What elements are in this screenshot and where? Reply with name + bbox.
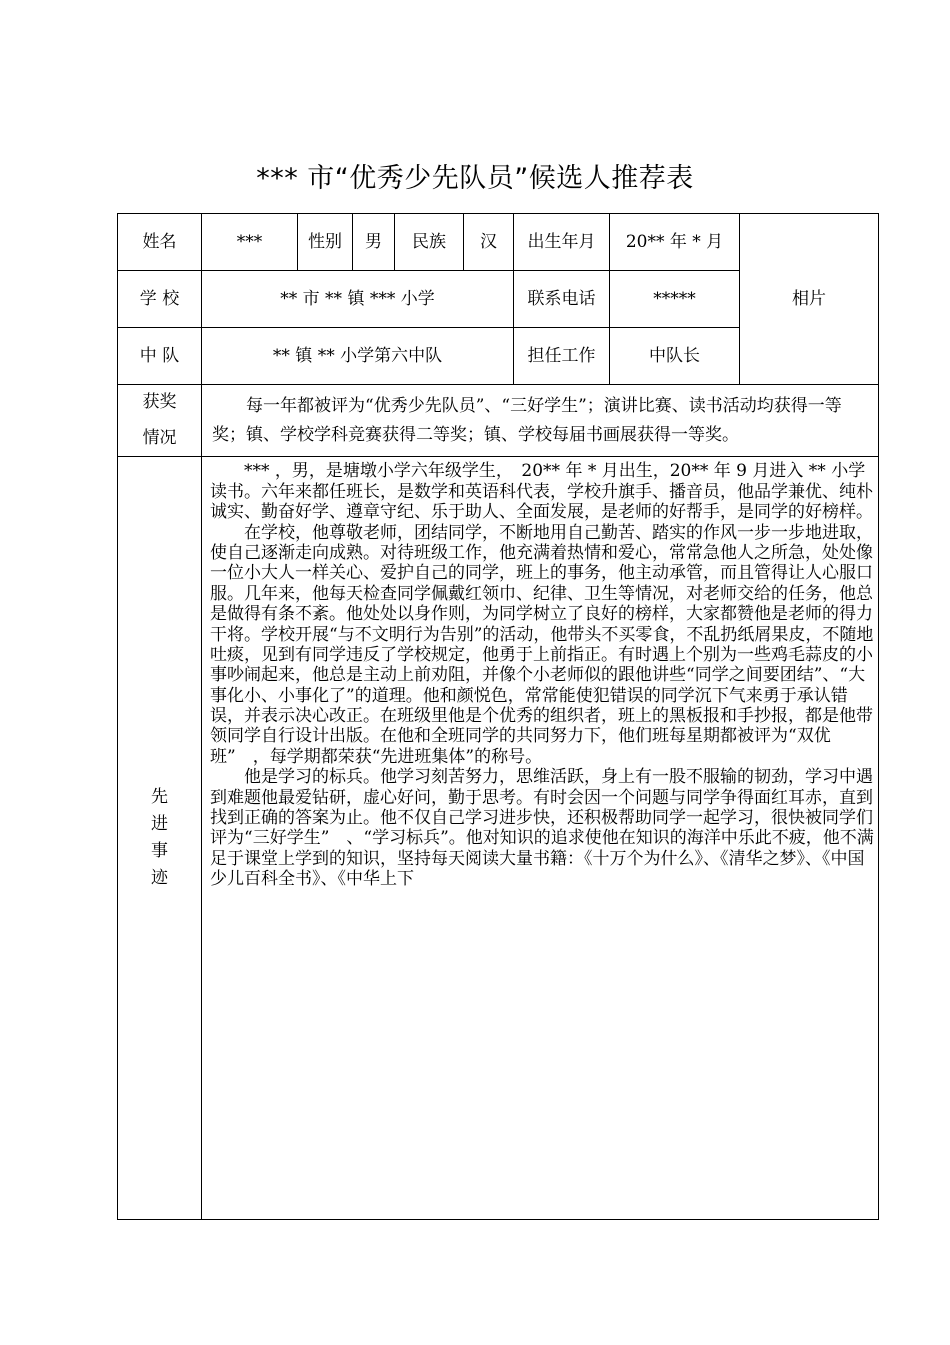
awards-label-line-1: 获奖 — [142, 392, 177, 412]
deeds-label-char: 进 — [151, 814, 168, 835]
duty-label: 担任工作 — [514, 328, 610, 385]
form-row-deeds — [118, 457, 879, 1220]
birth-label: 出生年月 — [514, 214, 610, 271]
awards-label — [118, 385, 202, 457]
school-value: ** 市 ** 镇 *** 小学 — [202, 271, 514, 328]
name-value: *** — [202, 214, 298, 271]
gender-label: 性别 — [298, 214, 353, 271]
photo-cell: 相片 — [740, 214, 879, 385]
deeds-label — [118, 457, 202, 1220]
page-title: *** 市“优秀少先队员”候选人推荐表 — [256, 163, 694, 194]
awards-paragraph: 每一年都被评为“优秀少先队员”、“三好学生”；演讲比赛、读书活动均获得一等奖；镇、学校学科竞赛获得二等奖；镇、学校每届书画展获得一等奖。 — [212, 395, 842, 445]
deeds-paragraph-3: 他是学习的标兵。他学习刻苦努力，思维活跃，身上有一股不服输的韧劲，学习中遇到难题他最爱钻研，虚心好问，勤于思考。有时会因一个问题与同学争得面红耳赤，直到找到正确的答案为止。他不仅自己学习进步快，还积极帮助同学一起学习，很快被同学们评为“三好学生” 、“学习标兵”。他对知识的追求使他在知识的海洋中乐此不疲，他不满足于课堂上学到的知识，坚持每天阅读大量书籍：《十万个为什么》、《清华之梦》、《中国少儿百科全书》、《中华上下 — [210, 767, 874, 890]
form-row-basic-info — [118, 214, 879, 271]
deeds-paragraph-2: 在学校，他尊敬老师，团结同学，不断地用自己勤苦、踏实的作风一步一步地进取，使自己逐渐走向成熟。对待班级工作，他充满着热情和爱心，常常急他人之所急，处处像一位小大人一样关心、爱护自己的同学，班上的事务，他主动承管，而且管得让人心服口服。几年来，他每天检查同学佩戴红领巾、纪律、卫生等情况，对老师交给的任务，他总是做得有条不紊。他处处以身作则，为同学树立了良好的榜样，大家都赞他是老师的得力干将。学校开展“与不文明行为告别”的活动，他带头不买零食，不乱扔纸屑果皮，不随地吐痰，见到有同学违反了学校规定，他勇于上前指正。有时遇上个别为一些鸡毛蒜皮的小事吵闹起来，他总是主动上前劝阻，并像个小老师似的跟他讲些“同学之间要团结”、“大事化小、小事化了”的道理。他和颜悦色，常常能使犯错误的同学沉下气来勇于承认错误，并表示决心改正。在班级里他是个优秀的组织者，班上的黑板报和手抄报，都是他带领同学自行设计出版。在他和全班同学的共同努力下，他们班每星期都被评为“双优班” ，每学期都荣获“先进班集体”的称号。 — [210, 522, 874, 767]
deeds-label-char: 迹 — [151, 868, 168, 889]
phone-value: ***** — [610, 271, 740, 328]
deeds-text-clip — [210, 461, 874, 1217]
squad-label: 中 队 — [118, 328, 202, 385]
phone-label: 联系电话 — [514, 271, 610, 328]
deeds-label-char: 事 — [151, 841, 168, 862]
ethnicity-value: 汉 — [464, 214, 514, 271]
recommendation-form-table — [117, 213, 879, 1220]
awards-label-line-2: 情况 — [142, 427, 177, 448]
awards-text — [202, 385, 879, 457]
birth-value: 20** 年 * 月 — [610, 214, 740, 271]
school-label: 学 校 — [118, 271, 202, 328]
deeds-paragraph-1: *** ，男，是塘墩小学六年级学生， 20** 年 * 月出生，20** 年 9 月进入 ** 小学读书。六年来都任班长，是数学和英语科代表，学校升旗手、播音员，他品学兼优、纯朴诚实、勤奋好学、遵章守纪、乐于助人、全面发展，是老师的好帮手，是同学的好榜样。 — [210, 461, 873, 523]
gender-value: 男 — [353, 214, 395, 271]
deeds-text — [202, 457, 879, 1220]
form-row-awards — [118, 385, 879, 457]
deeds-label-char: 先 — [151, 787, 168, 808]
duty-value: 中队长 — [610, 328, 740, 385]
ethnicity-label: 民族 — [395, 214, 464, 271]
squad-value: ** 镇 ** 小学第六中队 — [202, 328, 514, 385]
name-label: 姓名 — [118, 214, 202, 271]
